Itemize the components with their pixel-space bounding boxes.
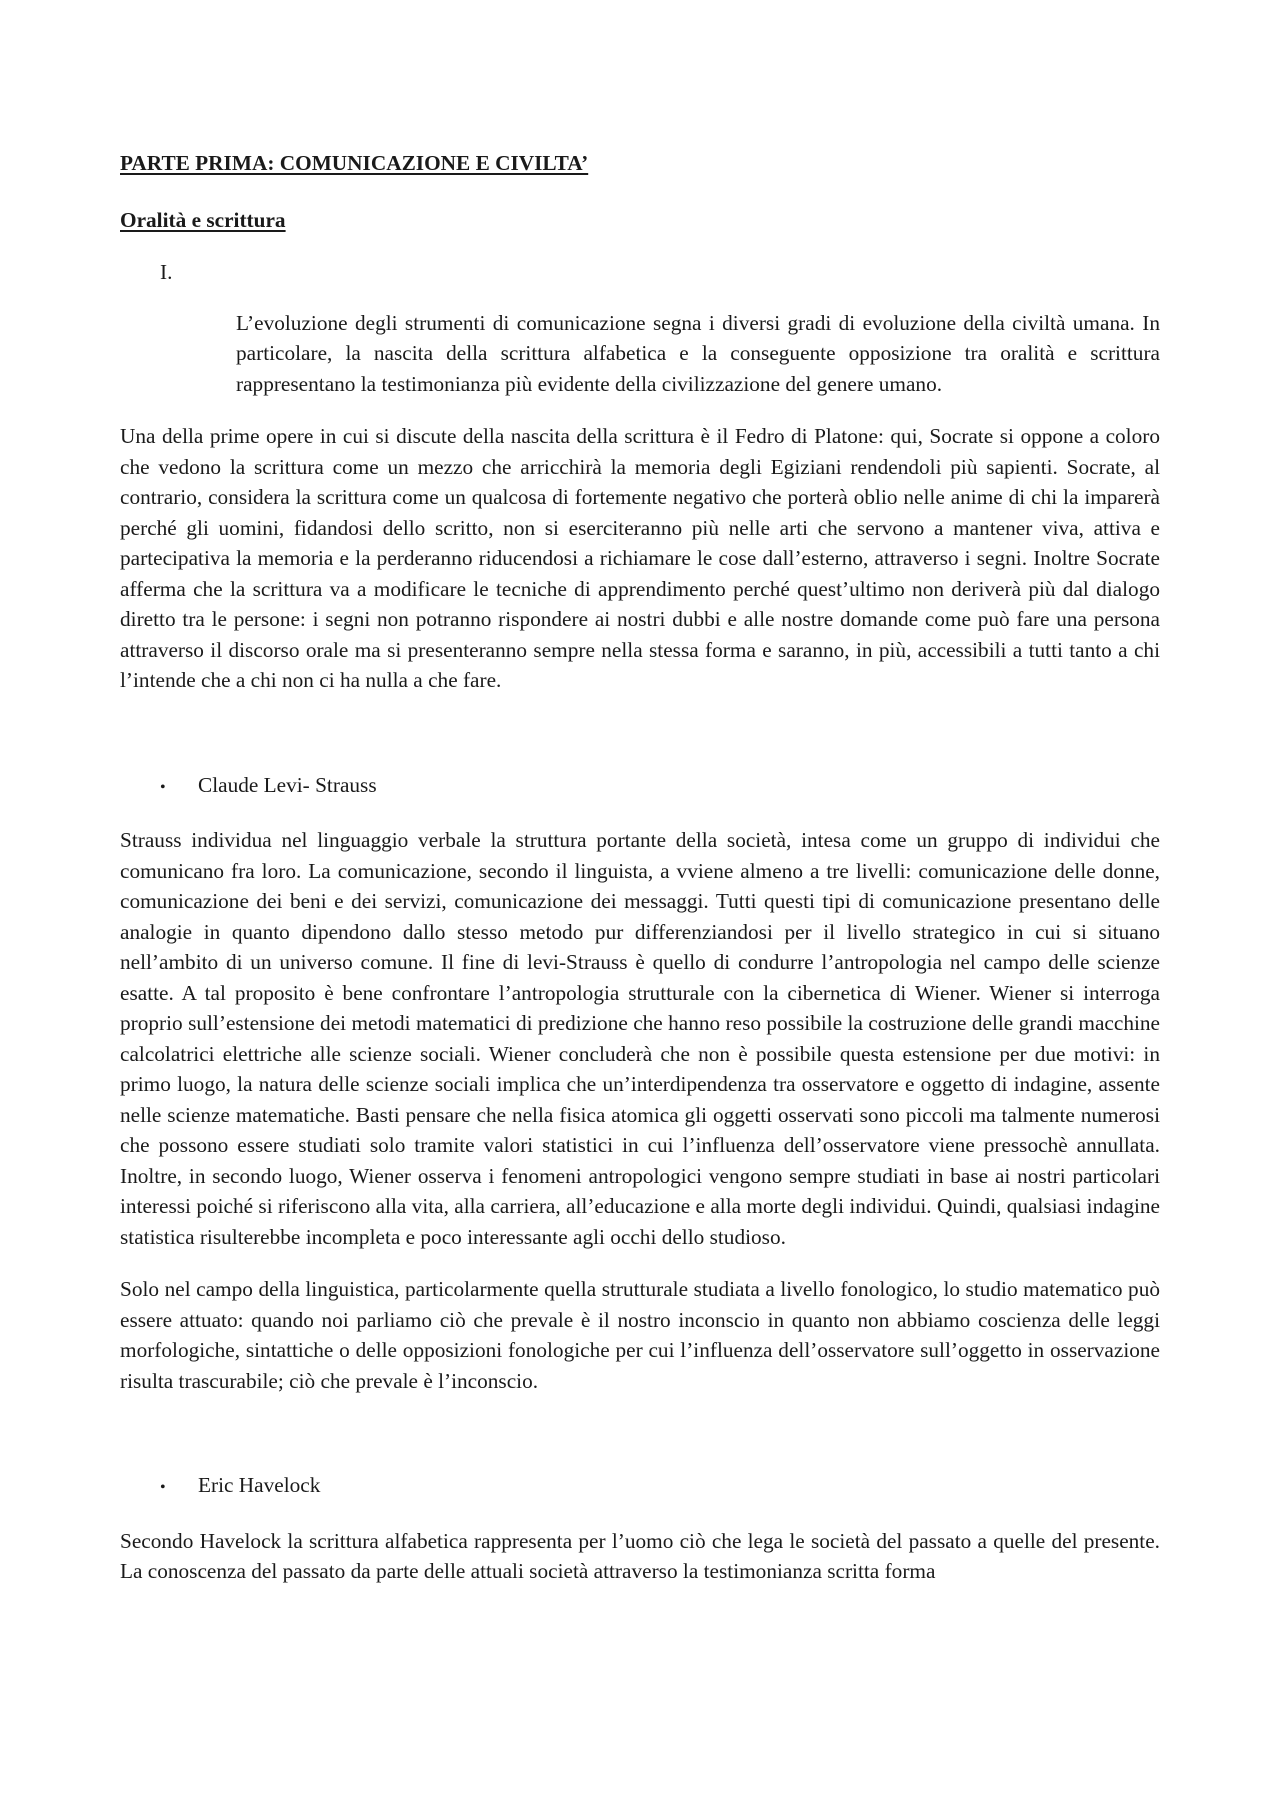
bullet-dot-icon: • [160,1479,166,1496]
bullet-item-havelock [160,1470,1160,1504]
spacer [120,718,1160,770]
bullet-label: Eric Havelock [198,1473,321,1497]
roman-numeral: I. [160,260,173,284]
main-heading: PARTE PRIMA: COMUNICAZIONE E CIVILTA’ [120,151,589,175]
paragraph-fedro: Una della prime opere in cui si discute della nascita della scrittura è il Fedro di Platone: qui, Socrate si oppone a coloro che vedono la scrittura come un mezzo che arricchirà la memoria degli Egiziani rendendoli più sapienti. Socrate, al contrario, considera la scrittura come un qualcosa di fortemente negativo che porterà oblio nelle anime di chi la imparerà perché gli uomini, fidandosi dello scritto, non si eserciteranno più nelle arti che servono a mantener viva, attiva e partecipativa la memoria e la perderanno riducendosi a richiamare le cose dall’esterno, attraverso i segni. Inoltre Socrate afferma che la scrittura va a modificare le tecniche di apprendimento perché quest’ultimo non deriverà più dal dialogo diretto tra le persone: i segni non potranno rispondere ai nostri dubbi e alle nostre domande come può fare una persona attraverso il discorso orale ma si presenteranno sempre nella stessa forma e saranno, in più, accessibili a tutti tanto a chi l’intende che a chi non ci ha nulla a che fare. [120,424,1160,692]
bullet-label: Claude Levi- Strauss [198,772,377,797]
intro-paragraph: L’evoluzione degli strumenti di comunicazione segna i diversi gradi di evoluzione della civiltà umana. In particolare, la nascita della scrittura alfabetica e la conseguente opposizione tra oralità e scrittura rappresentano la testimonianza più evidente della civilizzazione del genere umano. [236,310,1160,396]
paragraph-strauss: Strauss individua nel linguaggio verbale la struttura portante della società, intesa come un gruppo di individui che comunicano fra loro. La comunicazione, secondo il linguista, a vviene almeno a tre livelli: comunicazione delle donne, comunicazione dei beni e dei servizi, comunicazione dei messaggi. Tutti questi tipi di comunicazione presentano delle analogie in quanto dipendono dallo stesso metodo pur differenziandosi per il livello strategico in cui si situano nell’ambito di un universo comune. Il fine di levi-Strauss è quello di condurre l’antropologia nel campo delle scienze esatte. A tal proposito è bene confrontare l’antropologia strutturale con la cibernetica di Wiener. Wiener si interroga proprio sull’estensione dei metodi matematici di predizione che hanno reso possibile la costruzione delle grandi macchine calcolatrici elettriche alle scienze sociali. Wiener concluderà che non è possibile questa estensione per due motivi: in primo luogo, la natura delle scienze sociali implica che un’interdipendenza tra osservatore e oggetto di indagine, assente nelle scienze matematiche. Basti pensare che nella fisica atomica gli oggetti osservati sono piccoli ma talmente numerosi che possono essere studiati solo tramite valori statistici in cui l’influenza dell’osservatore viene pressochè annullata. Inoltre, in secondo luogo, Wiener osserva i fenomeni antropologici vengono sempre studiati in base ai nostri particolari interessi poiché si riferiscono alla vita, alla carriera, all’educazione e alla morte degli individui. Quindi, qualsiasi indagine statistica risulterebbe incompleta e poco interessante agli occhi dello studioso. [120,828,1160,1249]
paragraph-havelock: Secondo Havelock la scrittura alfabetica rappresenta per l’uomo ciò che lega le società del passato a quelle del presente. La conoscenza del passato da parte delle attuali società attraverso la testimonianza scritta forma [120,1528,1160,1583]
document-page [120,148,1160,1609]
section-heading: Oralità e scrittura [120,207,286,232]
spacer [120,1418,1160,1470]
bullet-dot-icon: • [160,778,166,796]
bullet-item-strauss [160,770,1160,804]
paragraph-linguistica: Solo nel campo della linguistica, particolarmente quella strutturale studiata a livello fonologico, lo studio matematico può essere attuato: quando noi parliamo ciò che prevale è il nostro inconscio in quanto non abbiamo coscienza delle leggi morfologiche, sintattiche o delle opposizioni fonologiche per cui l’influenza dell’osservatore sull’oggetto in osservazione risulta trascurabile; ciò che prevale è l’inconscio. [120,1277,1160,1393]
